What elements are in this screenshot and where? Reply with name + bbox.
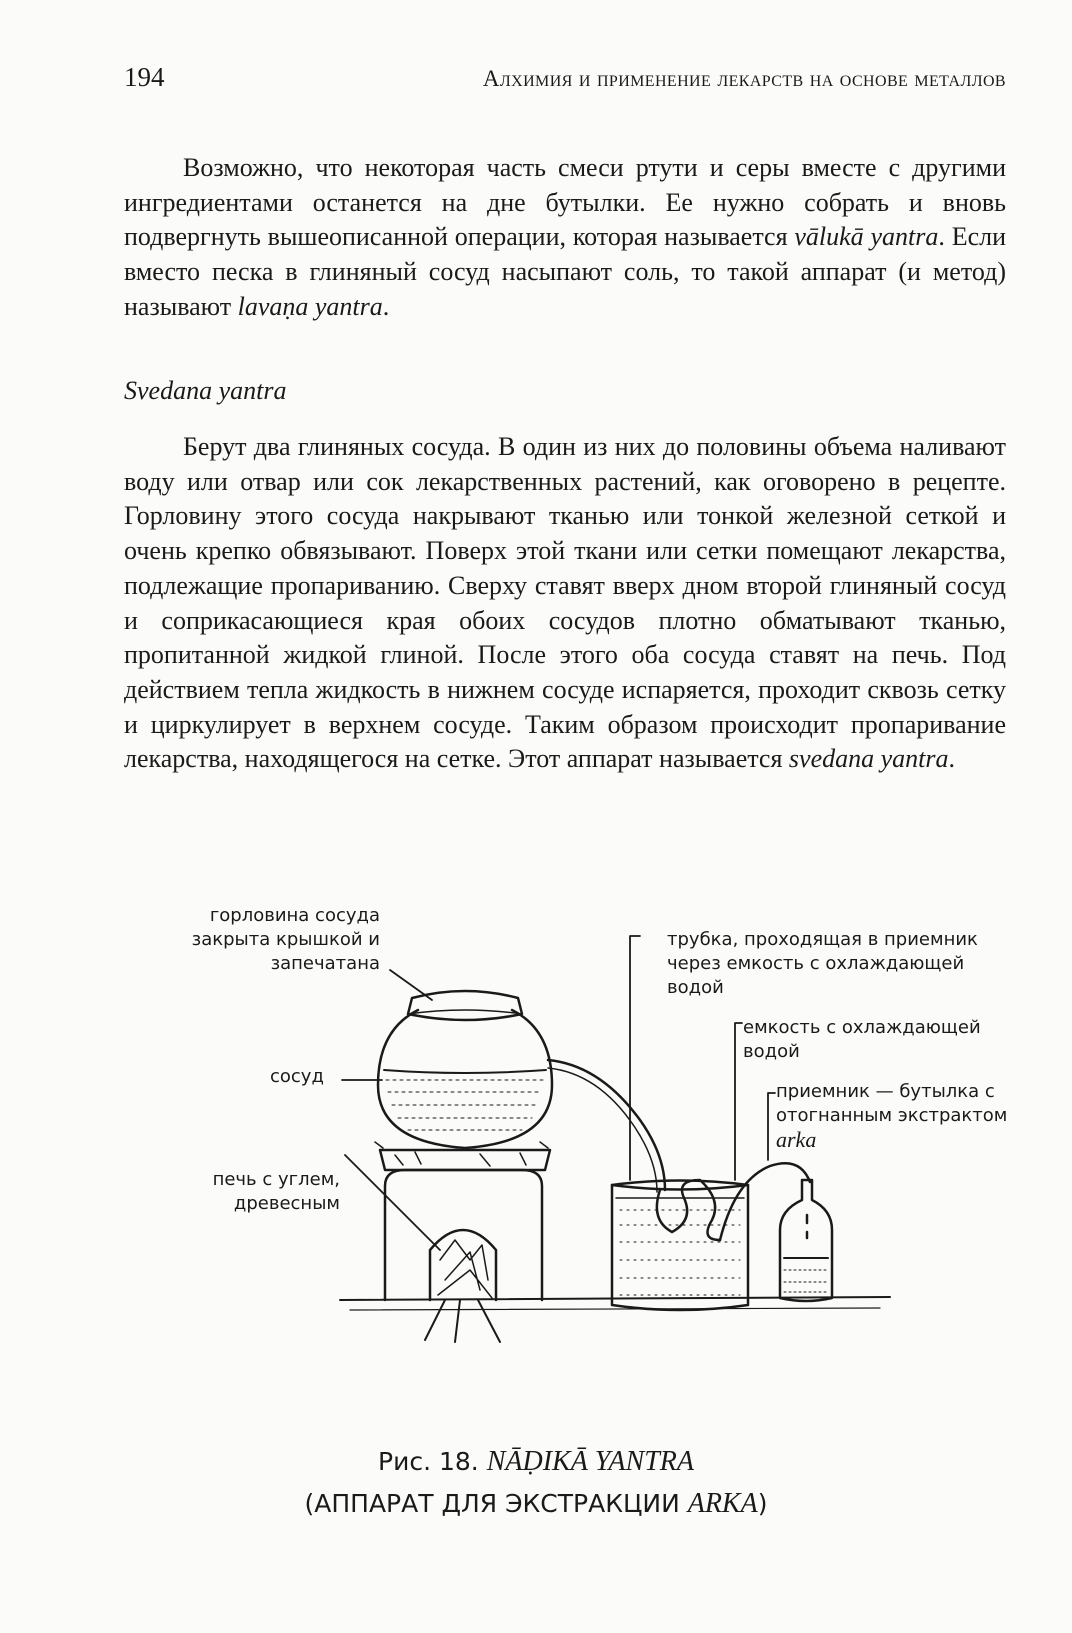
page-header (124, 62, 1006, 102)
page-number: 194 (124, 62, 165, 92)
label-neck: горловина сосуда закрыта крышкой и запечатана (191, 905, 380, 974)
label-stove: печь с углем, древесным (212, 1169, 340, 1214)
paragraph-2-text-a: Берут два глиняных сосуда. В один из них до половины объема наливают воду или отвар или сок лекарственных растений, как оговорено в рецепте. Горловину этого сосуда накрывают тканью или тонкой железной сеткой и очень крепко обвязывают. Поверх этой ткани или сетки помещают лекарства, подлежащие пропариванию. Сверху ставят вверх дном второй глиняный сосуд и соприкасающиеся края обоих сосудов плотно обматывают тканью, пропитанной жидкой глиной. После этого оба сосуда ставят на печь. Под действием тепла жидкость в нижнем сосуде испаряется, проходит сквозь сетку и циркулирует в верхнем сосуде. Таким образом происходит пропаривание лекарства, находящегося на сетке. Этот аппарат называется (124, 432, 1006, 774)
caption-line-2-prefix: (АППАРАТ ДЛЯ ЭКСТРАКЦИИ (304, 1489, 688, 1518)
paragraph-1-text-c: . (382, 291, 390, 321)
figure-caption-line-2 (0, 1488, 1072, 1520)
figure-caption-line-1 (0, 1446, 1072, 1478)
caption-term: NĀḌIKĀ YANTRA (486, 1446, 694, 1477)
label-receiver-term: arka (776, 1127, 817, 1152)
paragraph-1-text-a: Возможно, что некоторая часть смеси ртути и серы вместе с другими ингредиентами останется на дне бутылки. Ее нужно собрать и вновь подвергнуть вышеописанной операции, которая называется (124, 153, 1006, 252)
caption-prefix: Рис. 18. (378, 1447, 487, 1476)
figure-nadika-yantra (0, 880, 1072, 1400)
label-vessel: сосуд (270, 1066, 324, 1087)
label-tube: трубка, проходящая в приемник через емкость с охлаждающей водой (667, 929, 978, 998)
running-title: Алхимия и применение лекарств на основе металлов (482, 66, 1006, 91)
label-receiver (776, 1080, 1016, 1154)
label-receiver-text: приемник — бутылка с отогнанным экстрактом (776, 1081, 1008, 1126)
caption-line-2-suffix: ) (757, 1489, 768, 1518)
subheading-svedana-yantra: Svedana yantra (124, 376, 287, 405)
paragraph-1 (124, 151, 1006, 325)
label-tank: емкость с охлаждающей водой (743, 1017, 981, 1062)
paragraph-2 (124, 430, 1006, 777)
paragraph-1-text-b: . Если вместо песка в глиняный сосуд насыпают соль, то такой аппарат (и метод) называют (124, 222, 1007, 321)
term-lavana-yantra: lavaṇa yantra (237, 291, 383, 321)
term-svedana-yantra: svedana yantra (788, 744, 949, 774)
paragraph-2-text-b: . (948, 744, 956, 774)
caption-line-2-term: ARKA (687, 1488, 758, 1519)
term-valuka-yantra: vālukā yantra (794, 222, 939, 252)
